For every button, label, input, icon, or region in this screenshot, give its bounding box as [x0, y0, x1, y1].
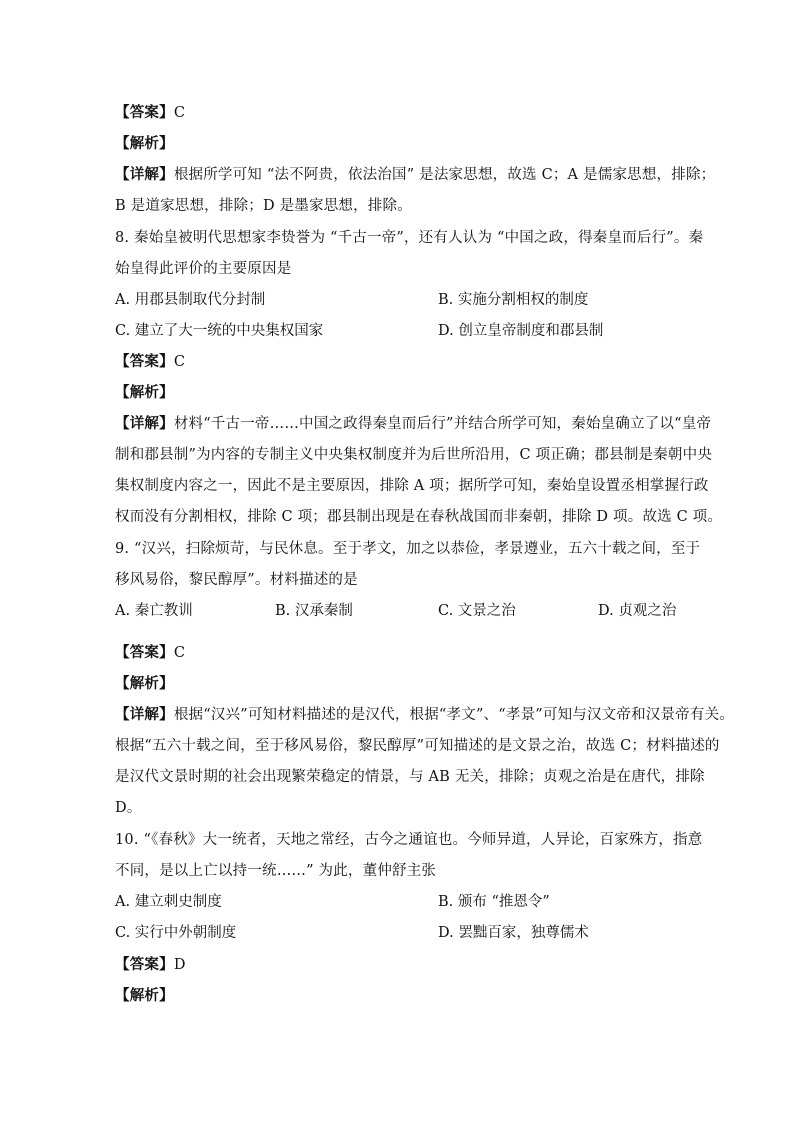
answer-value: C — [173, 105, 186, 121]
q9-answer-line — [115, 643, 685, 663]
q8-option-c: C. 建立了大一统的中央集权国家 — [115, 323, 324, 339]
q9-detail-line-2: 根据“五六十载之间，至于移风易俗，黎民醇厚”可知描述的是文景之治，故选 C；材料描述的 — [115, 738, 720, 754]
q9-option-b: B. 汉承秦制 — [275, 603, 353, 619]
q10-option-c: C. 实行中外朝制度 — [115, 925, 237, 941]
detail-text: 根据“汉兴”可知材料描述的是汉代，根据“孝文”、“孝景”可知与汉文帝和汉景帝有关。 — [173, 707, 734, 723]
answer-label: 【答案】 — [115, 353, 174, 370]
q9-detail-line-4: D。 — [115, 800, 142, 816]
detail-text: 根据所学可知 “法不阿贵，依法治国” 是法家思想，故选 C；A 是儒家思想，排除； — [173, 167, 716, 183]
answer-label: 【答案】 — [115, 644, 174, 661]
answer-value: C — [173, 354, 186, 370]
q10-stem-line-1: 10. “《春秋》大一统者，天地之常经，古今之通谊也。今师异道，人异论，百家殊方，指意 — [115, 832, 703, 848]
q9-stem-line-1: 9. “汉兴，扫除烦苛，与民休息。至于孝文，加之以恭俭，孝景遵业，五六十载之间，至于 — [115, 541, 701, 557]
q9-stem-line-2: 移风易俗，黎民醇厚”。材料描述的是 — [115, 572, 358, 588]
q10-option-a: A. 建立刺史制度 — [115, 894, 222, 910]
q9-detail-line-3: 是汉代文景时期的社会出现繁荣稳定的情景，与 AB 无关，排除；贞观之治是在唐代，排除 — [115, 769, 705, 785]
q9-option-d: D. 贞观之治 — [598, 603, 677, 619]
q10-stem-line-2: 不同，是以上亡以持一统……” 为此，董仲舒主张 — [115, 863, 437, 879]
q7-detail-line-2: B 是道家思想，排除；D 是墨家思想，排除。 — [115, 198, 412, 214]
q9-analysis-label: 【解析】 — [115, 675, 174, 692]
q8-answer-line — [115, 352, 685, 372]
answer-label: 【答案】 — [115, 104, 174, 121]
q10-answer-line — [115, 955, 685, 975]
q8-option-d: D. 创立皇帝制度和郡县制 — [438, 323, 604, 339]
detail-label: 【详解】 — [115, 706, 174, 723]
q10-analysis-label: 【解析】 — [115, 987, 174, 1004]
detail-label: 【详解】 — [115, 166, 174, 183]
q8-analysis-label: 【解析】 — [115, 384, 174, 401]
q7-answer-line — [115, 103, 685, 123]
q9-option-a: A. 秦亡教训 — [115, 603, 193, 619]
q7-detail-line-1 — [115, 165, 716, 185]
answer-value: D — [173, 957, 186, 973]
answer-value: C — [173, 645, 186, 661]
q8-detail-line-3: 集权制度内容之一，因此不是主要原因，排除 A 项；据所学可知，秦始皇设置丞相掌握行政 — [115, 478, 709, 494]
q9-detail-line-1 — [115, 705, 734, 725]
detail-label: 【详解】 — [115, 415, 174, 432]
q8-detail-line-2: 制和郡县制”为内容的专制主义中央集权制度并为后世所沿用，C 项正确；郡县制是秦朝中央 — [115, 447, 713, 463]
q10-option-d: D. 罢黜百家，独尊儒术 — [438, 925, 589, 941]
detail-text: 材料“千古一帝……中国之政得秦皇而后行”并结合所学可知，秦始皇确立了以“皇帝 — [173, 416, 712, 432]
q8-detail-line-1 — [115, 414, 712, 434]
q10-option-b: B. 颁布 “推恩令” — [438, 894, 550, 910]
q8-option-b: B. 实施分割相权的制度 — [438, 292, 589, 308]
q8-stem-line-2: 始皇得此评价的主要原因是 — [115, 261, 292, 277]
q9-option-c: C. 文景之治 — [438, 603, 516, 619]
q8-detail-line-4: 权而没有分割相权，排除 C 项；郡县制出现是在春秋战国而非秦朝，排除 D 项。故选 C 项。 — [115, 509, 723, 525]
answer-label: 【答案】 — [115, 956, 174, 973]
q8-stem-line-1: 8. 秦始皇被明代思想家李贽誉为 “千古一帝”，还有人认为 “中国之政，得秦皇而后行”。秦 — [115, 230, 704, 246]
q7-analysis-label: 【解析】 — [115, 135, 174, 152]
q8-option-a: A. 用郡县制取代分封制 — [115, 292, 266, 308]
